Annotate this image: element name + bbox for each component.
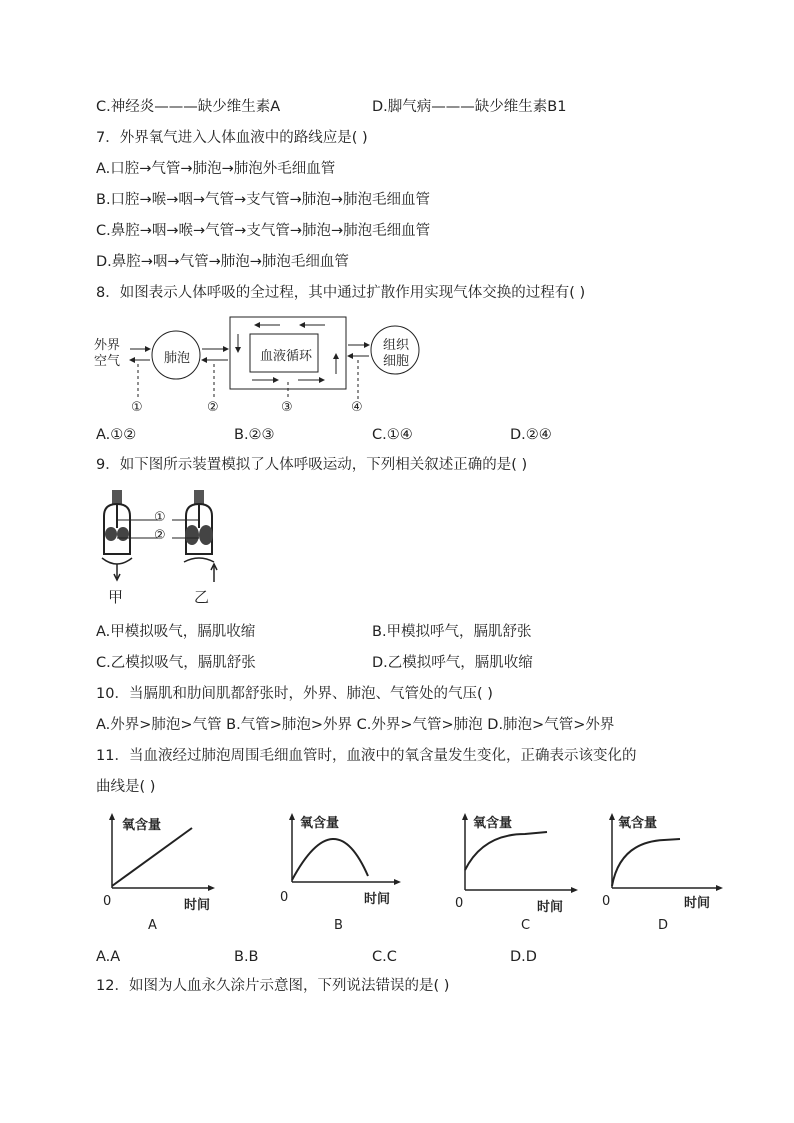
jar-yi-label: 乙 bbox=[194, 588, 210, 606]
graph-c-xlabel: 时间 bbox=[537, 900, 564, 915]
q11-stem-line-2: 曲线是( ) bbox=[96, 779, 156, 795]
graph-d-curve bbox=[612, 839, 680, 886]
graph-d-name: D bbox=[658, 918, 669, 933]
q11-option-d: D.D bbox=[510, 949, 537, 965]
bell-jar-label-2: ② bbox=[154, 528, 166, 543]
q8-stem: 8．如图表示人体呼吸的全过程，其中通过扩散作用实现气体交换的过程有( ) bbox=[96, 285, 586, 301]
q6-option-d: D.脚气病———缺少维生素B1 bbox=[372, 99, 567, 115]
tissue-label-1: 组织 bbox=[383, 338, 410, 353]
q11-option-b: B.B bbox=[234, 949, 259, 965]
process-3-label: ③ bbox=[281, 400, 293, 415]
graph-a-ylabel: 氧含量 bbox=[122, 818, 162, 833]
q9-option-a: A.甲模拟吸气，膈肌收缩 bbox=[96, 624, 256, 640]
graph-d-origin: 0 bbox=[602, 894, 611, 909]
q9-stem: 9．如下图所示装置模拟了人体呼吸运动，下列相关叙述正确的是( ) bbox=[96, 457, 528, 473]
graph-d-ylabel: 氧含量 bbox=[618, 816, 658, 831]
graph-a-xlabel: 时间 bbox=[184, 898, 211, 913]
outside-air-label-2: 空气 bbox=[94, 354, 121, 369]
q11-graph-a bbox=[100, 810, 230, 935]
graph-a-curve bbox=[112, 828, 192, 886]
process-2-label: ② bbox=[207, 400, 219, 415]
q9-bell-jar-diagram bbox=[96, 488, 236, 606]
q7-option-a: A.口腔→气管→肺泡→肺泡外毛细血管 bbox=[96, 161, 336, 177]
q11-option-a: A.A bbox=[96, 949, 121, 965]
graph-b-xlabel: 时间 bbox=[364, 892, 391, 907]
graph-b-ylabel: 氧含量 bbox=[300, 816, 340, 831]
alveoli-label: 肺泡 bbox=[164, 351, 191, 366]
q9-option-b: B.甲模拟呼气，膈肌舒张 bbox=[372, 624, 532, 640]
q11-option-c: C.C bbox=[372, 949, 397, 965]
q11-graph-c bbox=[455, 810, 585, 935]
graph-c-origin: 0 bbox=[455, 896, 464, 911]
graph-c-name: C bbox=[521, 918, 531, 933]
q8-option-a: A.①② bbox=[96, 427, 137, 443]
jar-jia-label: 甲 bbox=[108, 588, 124, 606]
process-4-label: ④ bbox=[351, 400, 363, 415]
graph-c-ylabel: 氧含量 bbox=[473, 816, 513, 831]
q12-stem: 12．如图为人血永久涂片示意图，下列说法错误的是( ) bbox=[96, 978, 450, 994]
q11-graph-d bbox=[602, 810, 732, 935]
tissue-label-2: 细胞 bbox=[383, 354, 410, 369]
graph-b-origin: 0 bbox=[280, 890, 289, 905]
q6-option-c: C.神经炎———缺少维生素A bbox=[96, 99, 281, 115]
graph-b-name: B bbox=[334, 918, 343, 933]
bell-jar-label-1: ① bbox=[154, 510, 166, 525]
q8-option-b: B.②③ bbox=[234, 427, 275, 443]
outside-air-label-1: 外界 bbox=[94, 338, 121, 353]
q9-option-c: C.乙模拟吸气，膈肌舒张 bbox=[96, 655, 256, 671]
q11-graph-b bbox=[280, 810, 410, 935]
q7-stem: 7．外界氧气进入人体血液中的路线应是( ) bbox=[96, 130, 368, 146]
graph-a-name: A bbox=[148, 918, 157, 933]
process-1-label: ① bbox=[131, 400, 143, 415]
q7-option-b: B.口腔→喉→咽→气管→支气管→肺泡→肺泡毛细血管 bbox=[96, 192, 430, 208]
graph-c-curve bbox=[465, 832, 547, 870]
q8-respiration-diagram bbox=[90, 312, 430, 424]
graph-a-origin: 0 bbox=[103, 894, 112, 909]
q10-options: A.外界>肺泡>气管 B.气管>肺泡>外界 C.外界>气管>肺泡 D.肺泡>气管>外界 bbox=[96, 717, 615, 733]
graph-b-curve bbox=[292, 839, 368, 880]
q8-option-c: C.①④ bbox=[372, 427, 413, 443]
graph-d-xlabel: 时间 bbox=[684, 896, 711, 911]
q7-option-d: D.鼻腔→咽→气管→肺泡→肺泡毛细血管 bbox=[96, 254, 349, 270]
q7-option-c: C.鼻腔→咽→喉→气管→支气管→肺泡→肺泡毛细血管 bbox=[96, 223, 431, 239]
blood-circulation-label: 血液循环 bbox=[260, 349, 313, 364]
q8-option-d: D.②④ bbox=[510, 427, 552, 443]
q9-option-d: D.乙模拟呼气，膈肌收缩 bbox=[372, 655, 533, 671]
q10-stem: 10．当膈肌和肋间肌都舒张时，外界、肺泡、气管处的气压( ) bbox=[96, 686, 493, 702]
q11-stem-line-1: 11．当血液经过肺泡周围毛细血管时，血液中的氧含量发生变化，正确表示该变化的 bbox=[96, 748, 637, 764]
